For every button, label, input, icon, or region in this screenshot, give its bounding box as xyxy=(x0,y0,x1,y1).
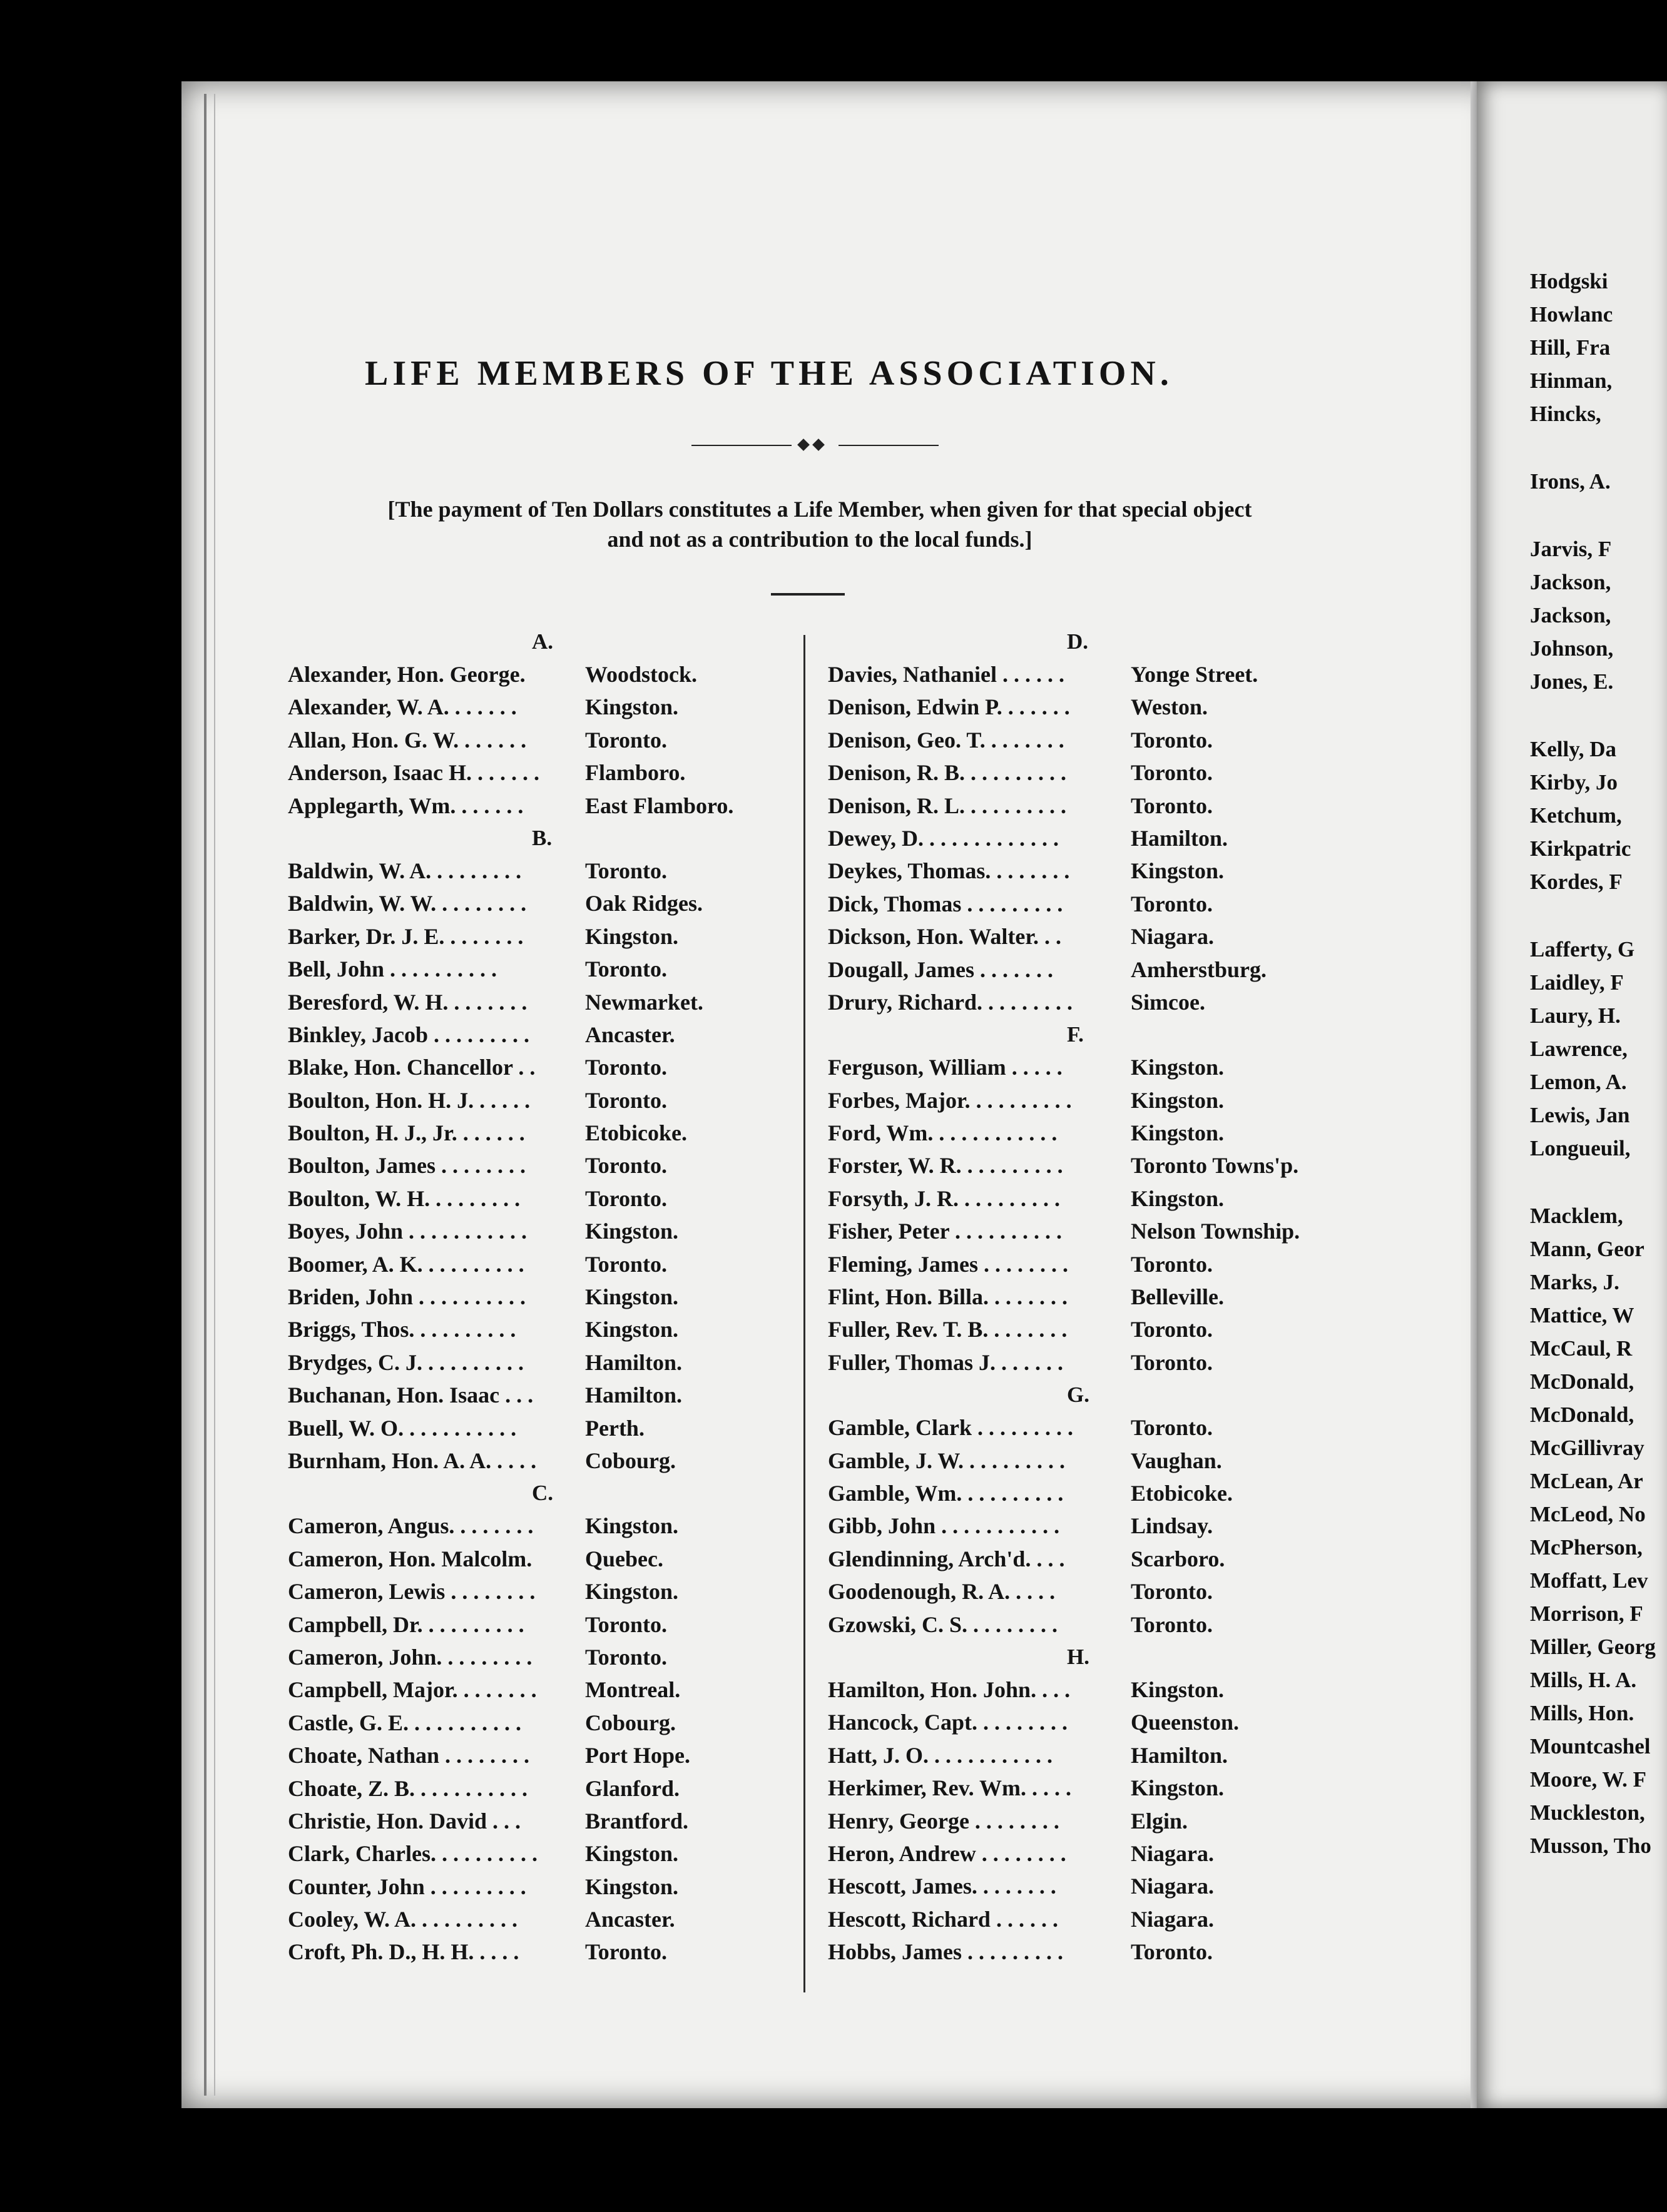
member-name: Denison, R. L. . . . . . . . . . xyxy=(828,793,1067,818)
members-column-left xyxy=(275,626,813,1969)
member-place: Toronto. xyxy=(1131,760,1213,786)
member-name: Cooley, W. A. . . . . . . . . . xyxy=(288,1907,518,1932)
member-name: Baldwin, W. A. . . . . . . . . xyxy=(288,858,522,883)
member-entry xyxy=(817,1805,1355,1837)
member-name: Barker, Dr. J. E. . . . . . . . xyxy=(288,923,524,949)
member-place: Kingston. xyxy=(1131,1775,1225,1801)
title-ornament xyxy=(691,438,939,453)
member-entry xyxy=(817,1444,1355,1477)
member-entry xyxy=(275,691,813,723)
letter-heading: G. xyxy=(1067,1382,1089,1408)
member-name: Goodenough, R. A. . . . . xyxy=(828,1579,1056,1605)
member-entry xyxy=(275,1444,813,1477)
member-entry xyxy=(275,1772,813,1805)
member-entry xyxy=(275,1641,813,1673)
facing-page-entry: Lemon, A. xyxy=(1530,1070,1627,1094)
member-entry xyxy=(817,1837,1355,1870)
facing-page-entry: McDonald, xyxy=(1530,1369,1634,1394)
member-entry xyxy=(275,724,813,756)
member-place: Quebec. xyxy=(585,1546,663,1571)
member-name: Fleming, James . . . . . . . . xyxy=(828,1251,1068,1277)
member-name: Hescott, James. . . . . . . . xyxy=(828,1874,1056,1899)
member-name: Campbell, Dr. . . . . . . . . . xyxy=(288,1611,524,1637)
member-place: Niagara. xyxy=(1131,1906,1214,1932)
member-name: Gzowski, C. S. . . . . . . . . xyxy=(828,1611,1058,1637)
member-name: Castle, G. E. . . . . . . . . . . xyxy=(288,1710,521,1735)
member-place: Toronto. xyxy=(1131,1349,1213,1375)
member-name: Hescott, Richard . . . . . . xyxy=(828,1906,1058,1932)
member-name: Hamilton, Hon. John. . . . xyxy=(828,1677,1071,1702)
member-place: Belleville. xyxy=(1131,1284,1224,1310)
member-name: Denison, R. B. . . . . . . . . . xyxy=(828,760,1067,786)
member-entry xyxy=(817,1870,1355,1902)
member-name: Gamble, J. W. . . . . . . . . . xyxy=(828,1448,1066,1473)
member-name: Hancock, Capt. . . . . . . . . xyxy=(828,1710,1068,1735)
member-entry xyxy=(275,1509,813,1542)
members-column-right xyxy=(817,626,1355,1968)
member-place: Brantford. xyxy=(585,1808,688,1834)
member-entry xyxy=(817,1117,1355,1149)
member-place: Newmarket. xyxy=(585,989,703,1015)
member-entry xyxy=(275,789,813,822)
member-place: Montreal. xyxy=(585,1677,681,1703)
member-entry xyxy=(275,986,813,1018)
member-place: Kingston. xyxy=(585,1841,679,1867)
member-entry xyxy=(817,1936,1355,1968)
page-edge-line xyxy=(214,94,215,2096)
member-name: Fisher, Peter . . . . . . . . . . xyxy=(828,1219,1062,1244)
member-entry xyxy=(275,1281,813,1313)
facing-page-entry: Howlanc xyxy=(1530,302,1613,327)
member-name: Hobbs, James . . . . . . . . . xyxy=(828,1939,1064,1965)
member-name: Forbes, Major. . . . . . . . . . xyxy=(828,1087,1072,1113)
page-title: LIFE MEMBERS OF THE ASSOCIATION. xyxy=(365,354,1173,393)
member-place: Flamboro. xyxy=(585,760,686,786)
member-name: Allan, Hon. G. W. . . . . . . xyxy=(288,727,527,753)
facing-page-entry: Mattice, W xyxy=(1530,1303,1634,1327)
facing-page-entry: Kirkpatric xyxy=(1530,836,1631,861)
member-name: Binkley, Jacob . . . . . . . . . xyxy=(288,1022,530,1047)
facing-page-entry: Marks, J. xyxy=(1530,1270,1619,1294)
member-place: Kingston. xyxy=(1131,1120,1225,1146)
member-entry xyxy=(275,1707,813,1739)
member-name: Anderson, Isaac H. . . . . . . xyxy=(288,760,540,786)
facing-page-entry: McLean, Ar xyxy=(1530,1469,1643,1493)
member-entry xyxy=(275,1739,813,1772)
facing-page-entry: Lawrence, xyxy=(1530,1037,1628,1061)
facing-page-entry: McDonald, xyxy=(1530,1403,1634,1427)
member-entry xyxy=(275,1346,813,1379)
member-place: Glanford. xyxy=(585,1775,680,1801)
facing-page-entry: Laidley, F xyxy=(1530,970,1624,995)
facing-page xyxy=(1477,81,1667,2108)
facing-page-entry: Morrison, F xyxy=(1530,1601,1643,1626)
member-name: Herkimer, Rev. Wm. . . . . xyxy=(828,1775,1071,1801)
facing-page-entry: Lewis, Jan xyxy=(1530,1103,1630,1127)
member-place: Elgin. xyxy=(1131,1808,1188,1834)
member-entry xyxy=(817,1182,1355,1215)
member-name: Choate, Nathan . . . . . . . . xyxy=(288,1743,530,1768)
section-rule xyxy=(771,593,845,596)
member-entry xyxy=(275,1412,813,1444)
letter-heading: B. xyxy=(532,825,553,850)
member-name: Alexander, Hon. George. xyxy=(288,662,526,687)
member-place: Toronto. xyxy=(585,858,668,883)
member-entry xyxy=(275,1084,813,1117)
facing-page-entry: McLeod, No xyxy=(1530,1502,1646,1526)
member-place: Kingston. xyxy=(1131,1677,1225,1702)
member-entry xyxy=(817,691,1355,723)
member-place: Kingston. xyxy=(585,1874,679,1899)
member-place: Weston. xyxy=(1131,694,1208,720)
member-name: Dickson, Hon. Walter. . . xyxy=(828,924,1062,950)
member-entry xyxy=(817,1281,1355,1313)
member-name: Cameron, Lewis . . . . . . . . xyxy=(288,1579,536,1605)
member-place: Toronto. xyxy=(1131,1317,1213,1342)
facing-page-entry: Mann, Geor xyxy=(1530,1237,1644,1261)
member-name: Boulton, Hon. H. J. . . . . . xyxy=(288,1087,531,1113)
member-place: Amherstburg. xyxy=(1131,956,1267,982)
letter-heading: A. xyxy=(532,629,554,654)
member-entry xyxy=(817,658,1355,691)
member-place: Niagara. xyxy=(1131,924,1214,950)
member-entry xyxy=(817,756,1355,789)
member-place: Toronto. xyxy=(585,1611,668,1637)
facing-page-entry: Irons, A. xyxy=(1530,469,1611,494)
member-place: Toronto. xyxy=(585,1153,668,1179)
member-name: Clark, Charles. . . . . . . . . . xyxy=(288,1841,538,1867)
member-entry xyxy=(817,1215,1355,1247)
member-entry xyxy=(817,1706,1355,1738)
ornament-diamond xyxy=(797,439,810,451)
member-place: Toronto. xyxy=(585,956,668,982)
member-name: Briden, John . . . . . . . . . . xyxy=(288,1284,526,1310)
member-place: Etobicoke. xyxy=(1131,1480,1233,1506)
facing-page-entry: Musson, Tho xyxy=(1530,1834,1651,1858)
member-name: Henry, George . . . . . . . . xyxy=(828,1808,1059,1834)
member-entry xyxy=(817,855,1355,887)
letter-heading: F. xyxy=(1067,1022,1084,1047)
member-entry xyxy=(275,1936,813,1968)
member-place: Hamilton. xyxy=(585,1382,683,1408)
member-name: Burnham, Hon. A. A. . . . . xyxy=(288,1448,537,1473)
member-name: Croft, Ph. D., H. H. . . . . xyxy=(288,1939,519,1965)
facing-page-entry: Longueuil, xyxy=(1530,1136,1631,1160)
member-entry xyxy=(817,920,1355,953)
facing-page-entry: Jarvis, F xyxy=(1530,537,1612,561)
member-entry xyxy=(817,1313,1355,1346)
member-entry xyxy=(817,1477,1355,1509)
member-entry xyxy=(275,953,813,985)
member-place: Toronto. xyxy=(1131,1579,1213,1605)
member-name: Dick, Thomas . . . . . . . . . xyxy=(828,891,1063,916)
facing-page-entry: Miller, Georg xyxy=(1530,1635,1656,1659)
member-place: Kingston. xyxy=(585,1317,679,1342)
member-name: Davies, Nathaniel . . . . . . xyxy=(828,662,1064,687)
member-place: Toronto. xyxy=(585,1939,668,1965)
member-name: Forster, W. R. . . . . . . . . . xyxy=(828,1153,1063,1179)
member-name: Boomer, A. K. . . . . . . . . . xyxy=(288,1251,524,1277)
member-entry xyxy=(817,1608,1355,1641)
member-place: Kingston. xyxy=(585,1284,679,1310)
member-place: Kingston. xyxy=(585,923,679,949)
facing-page-entry: Kelly, Da xyxy=(1530,737,1617,761)
member-place: Toronto Towns'p. xyxy=(1131,1153,1299,1179)
ornament-diamond xyxy=(812,439,825,451)
member-name: Baldwin, W. W. . . . . . . . . xyxy=(288,891,527,916)
member-name: Fuller, Rev. T. B. . . . . . . . xyxy=(828,1317,1068,1342)
facing-page-entry: Muckleston, xyxy=(1530,1800,1645,1825)
facing-page-entry: Laury, H. xyxy=(1530,1003,1621,1028)
facing-page-entry: Jones, E. xyxy=(1530,669,1614,694)
member-entry xyxy=(817,1772,1355,1804)
member-name: Buell, W. O. . . . . . . . . . . xyxy=(288,1415,517,1441)
member-place: Toronto. xyxy=(585,1185,668,1211)
member-entry xyxy=(275,1051,813,1083)
member-name: Alexander, W. A. . . . . . . xyxy=(288,694,517,720)
member-place: Cobourg. xyxy=(585,1448,676,1473)
member-place: Simcoe. xyxy=(1131,989,1205,1015)
member-name: Dewey, D. . . . . . . . . . . . . xyxy=(828,825,1059,851)
member-entry xyxy=(817,888,1355,920)
member-place: Kingston. xyxy=(585,1219,679,1244)
member-place: Hamilton. xyxy=(585,1349,683,1375)
facing-page-entry: Mountcashel xyxy=(1530,1734,1651,1758)
member-place: Kingston. xyxy=(585,694,679,720)
member-place: Niagara. xyxy=(1131,1840,1214,1866)
member-name: Dougall, James . . . . . . . xyxy=(828,956,1053,982)
facing-page-entry: Lafferty, G xyxy=(1530,937,1635,961)
member-entry xyxy=(275,1575,813,1608)
member-place: Toronto. xyxy=(1131,1939,1213,1965)
member-place: Niagara. xyxy=(1131,1874,1214,1899)
membership-note xyxy=(285,494,1355,554)
member-place: Toronto. xyxy=(585,1087,668,1113)
member-entry xyxy=(275,658,813,691)
member-place: Toronto. xyxy=(1131,727,1213,753)
facing-page-entry: Kordes, F xyxy=(1530,870,1623,894)
ornament-rule xyxy=(839,445,939,446)
member-name: Gibb, John . . . . . . . . . . . xyxy=(828,1513,1060,1539)
member-entry xyxy=(275,1117,813,1149)
member-place: Queenston. xyxy=(1131,1710,1240,1735)
member-entry xyxy=(275,1543,813,1575)
member-name: Brydges, C. J. . . . . . . . . . xyxy=(288,1349,524,1375)
member-entry xyxy=(817,1149,1355,1182)
member-name: Hatt, J. O. . . . . . . . . . . . xyxy=(828,1742,1053,1768)
member-name: Boulton, H. J., Jr. . . . . . . xyxy=(288,1120,525,1146)
member-entry xyxy=(817,1248,1355,1281)
member-entry xyxy=(817,1673,1355,1706)
member-name: Gamble, Wm. . . . . . . . . . xyxy=(828,1480,1064,1506)
member-place: Toronto. xyxy=(1131,1251,1213,1277)
member-place: Ancaster. xyxy=(585,1022,675,1047)
member-place: Ancaster. xyxy=(585,1907,675,1932)
member-place: East Flamboro. xyxy=(585,793,734,818)
member-name: Ferguson, William . . . . . xyxy=(828,1055,1063,1080)
member-name: Blake, Hon. Chancellor . . xyxy=(288,1055,536,1080)
member-name: Applegarth, Wm. . . . . . . xyxy=(288,793,524,818)
member-name: Ford, Wm. . . . . . . . . . . . xyxy=(828,1120,1058,1146)
member-name: Cameron, Hon. Malcolm. xyxy=(288,1546,533,1571)
letter-heading: H. xyxy=(1067,1644,1089,1669)
member-entry xyxy=(817,1411,1355,1444)
member-entry xyxy=(817,1543,1355,1575)
member-name: Flint, Hon. Billa. . . . . . . . xyxy=(828,1284,1068,1310)
member-name: Beresford, W. H. . . . . . . . xyxy=(288,989,528,1015)
member-entry xyxy=(275,1837,813,1870)
member-name: Cameron, John. . . . . . . . . xyxy=(288,1644,533,1670)
member-name: Fuller, Thomas J. . . . . . . xyxy=(828,1349,1064,1375)
member-place: Kingston. xyxy=(585,1513,679,1539)
page-edge-line xyxy=(204,94,206,2096)
member-name: Bell, John . . . . . . . . . . xyxy=(288,956,497,982)
member-place: Kingston. xyxy=(1131,1185,1225,1211)
member-entry xyxy=(275,855,813,887)
facing-page-entry: Hill, Fra xyxy=(1530,335,1611,360)
note-line: [The payment of Ten Dollars constitutes a Life Member, when given for that special object xyxy=(387,497,1252,522)
member-entry xyxy=(817,1509,1355,1542)
member-entry xyxy=(817,1903,1355,1936)
member-name: Campbell, Major. . . . . . . . xyxy=(288,1677,537,1703)
member-place: Toronto. xyxy=(1131,891,1213,916)
member-entry xyxy=(275,1182,813,1215)
member-name: Denison, Geo. T. . . . . . . . xyxy=(828,727,1064,753)
member-entry xyxy=(275,1870,813,1903)
member-name: Deykes, Thomas. . . . . . . . xyxy=(828,858,1070,884)
member-name: Cameron, Angus. . . . . . . . xyxy=(288,1513,534,1539)
facing-page-entry: Hinman, xyxy=(1530,368,1613,393)
member-name: Buchanan, Hon. Isaac . . . xyxy=(288,1382,534,1408)
member-place: Port Hope. xyxy=(585,1743,690,1768)
member-name: Denison, Edwin P. . . . . . . xyxy=(828,694,1070,720)
member-entry xyxy=(817,789,1355,822)
facing-page-entry: McCaul, R xyxy=(1530,1336,1633,1361)
facing-page-entry: Moffatt, Lev xyxy=(1530,1568,1648,1593)
facing-page-entry: Kirby, Jo xyxy=(1530,770,1618,794)
member-entry xyxy=(817,1051,1355,1083)
member-entry xyxy=(817,1084,1355,1117)
facing-page-entry: Hincks, xyxy=(1530,402,1601,426)
member-name: Briggs, Thos. . . . . . . . . . xyxy=(288,1317,516,1342)
member-name: Counter, John . . . . . . . . . xyxy=(288,1874,526,1899)
member-place: Perth. xyxy=(585,1415,645,1441)
note-line: and not as a contribution to the local funds.] xyxy=(607,527,1032,552)
member-place: Woodstock. xyxy=(585,662,698,687)
member-entry xyxy=(275,1379,813,1411)
member-place: Toronto. xyxy=(1131,1415,1213,1441)
member-entry xyxy=(817,1346,1355,1379)
facing-page-entry: McPherson, xyxy=(1530,1535,1643,1560)
member-entry xyxy=(275,1673,813,1706)
member-entry xyxy=(275,1313,813,1346)
facing-page-entry: Hodgski xyxy=(1530,269,1608,293)
member-name: Boulton, James . . . . . . . . xyxy=(288,1153,526,1179)
facing-page-entry: Mills, Hon. xyxy=(1530,1701,1634,1725)
member-place: Toronto. xyxy=(585,727,668,753)
member-entry xyxy=(817,822,1355,855)
member-place: Cobourg. xyxy=(585,1710,676,1735)
member-entry xyxy=(275,1248,813,1281)
member-place: Toronto. xyxy=(585,1055,668,1080)
member-name: Drury, Richard. . . . . . . . . xyxy=(828,989,1073,1015)
member-entry xyxy=(817,953,1355,986)
facing-page-entry: McGillivray xyxy=(1530,1436,1644,1460)
member-entry xyxy=(275,1805,813,1837)
member-place: Nelson Township. xyxy=(1131,1219,1300,1244)
letter-heading: C. xyxy=(532,1481,554,1506)
member-entry xyxy=(275,1903,813,1936)
member-entry xyxy=(817,1575,1355,1608)
member-place: Oak Ridges. xyxy=(585,891,703,916)
member-name: Heron, Andrew . . . . . . . . xyxy=(828,1840,1066,1866)
member-place: Scarboro. xyxy=(1131,1546,1225,1571)
member-place: Kingston. xyxy=(1131,1087,1225,1113)
member-entry xyxy=(817,986,1355,1018)
member-entry xyxy=(275,1215,813,1247)
facing-page-entry: Mills, H. A. xyxy=(1530,1668,1637,1692)
member-place: Etobicoke. xyxy=(585,1120,688,1146)
member-place: Hamilton. xyxy=(1131,825,1228,851)
member-entry xyxy=(275,1608,813,1641)
facing-page-entry: Macklem, xyxy=(1530,1204,1623,1228)
member-name: Boyes, John . . . . . . . . . . . xyxy=(288,1219,528,1244)
member-name: Forsyth, J. R. . . . . . . . . . xyxy=(828,1185,1060,1211)
member-place: Toronto. xyxy=(1131,1611,1213,1637)
member-name: Christie, Hon. David . . . xyxy=(288,1808,521,1834)
member-place: Toronto. xyxy=(585,1251,668,1277)
member-name: Gamble, Clark . . . . . . . . . xyxy=(828,1415,1073,1441)
member-entry xyxy=(275,920,813,953)
facing-page-entry: Johnson, xyxy=(1530,636,1614,661)
member-place: Toronto. xyxy=(1131,793,1213,818)
member-entry xyxy=(817,1739,1355,1772)
facing-page-entry: Jackson, xyxy=(1530,570,1611,594)
member-place: Kingston. xyxy=(585,1579,679,1605)
member-entry xyxy=(275,1018,813,1051)
facing-page-entry: Moore, W. F xyxy=(1530,1767,1647,1792)
member-entry xyxy=(275,756,813,789)
letter-heading: D. xyxy=(1067,629,1089,654)
member-place: Hamilton. xyxy=(1131,1742,1228,1768)
facing-page-entry: Jackson, xyxy=(1530,603,1611,627)
member-name: Glendinning, Arch'd. . . . xyxy=(828,1546,1065,1571)
facing-page-entry: Ketchum, xyxy=(1530,803,1622,828)
member-place: Lindsay. xyxy=(1131,1513,1213,1539)
member-place: Toronto. xyxy=(585,1644,668,1670)
member-place: Kingston. xyxy=(1131,858,1225,884)
member-place: Kingston. xyxy=(1131,1055,1225,1080)
member-name: Boulton, W. H. . . . . . . . . xyxy=(288,1185,521,1211)
ornament-rule xyxy=(691,445,792,446)
member-name: Choate, Z. B. . . . . . . . . . . xyxy=(288,1775,528,1801)
member-entry xyxy=(275,1149,813,1182)
member-entry xyxy=(275,887,813,920)
member-entry xyxy=(817,724,1355,756)
member-place: Vaughan. xyxy=(1131,1448,1222,1473)
member-place: Yonge Street. xyxy=(1131,662,1258,687)
